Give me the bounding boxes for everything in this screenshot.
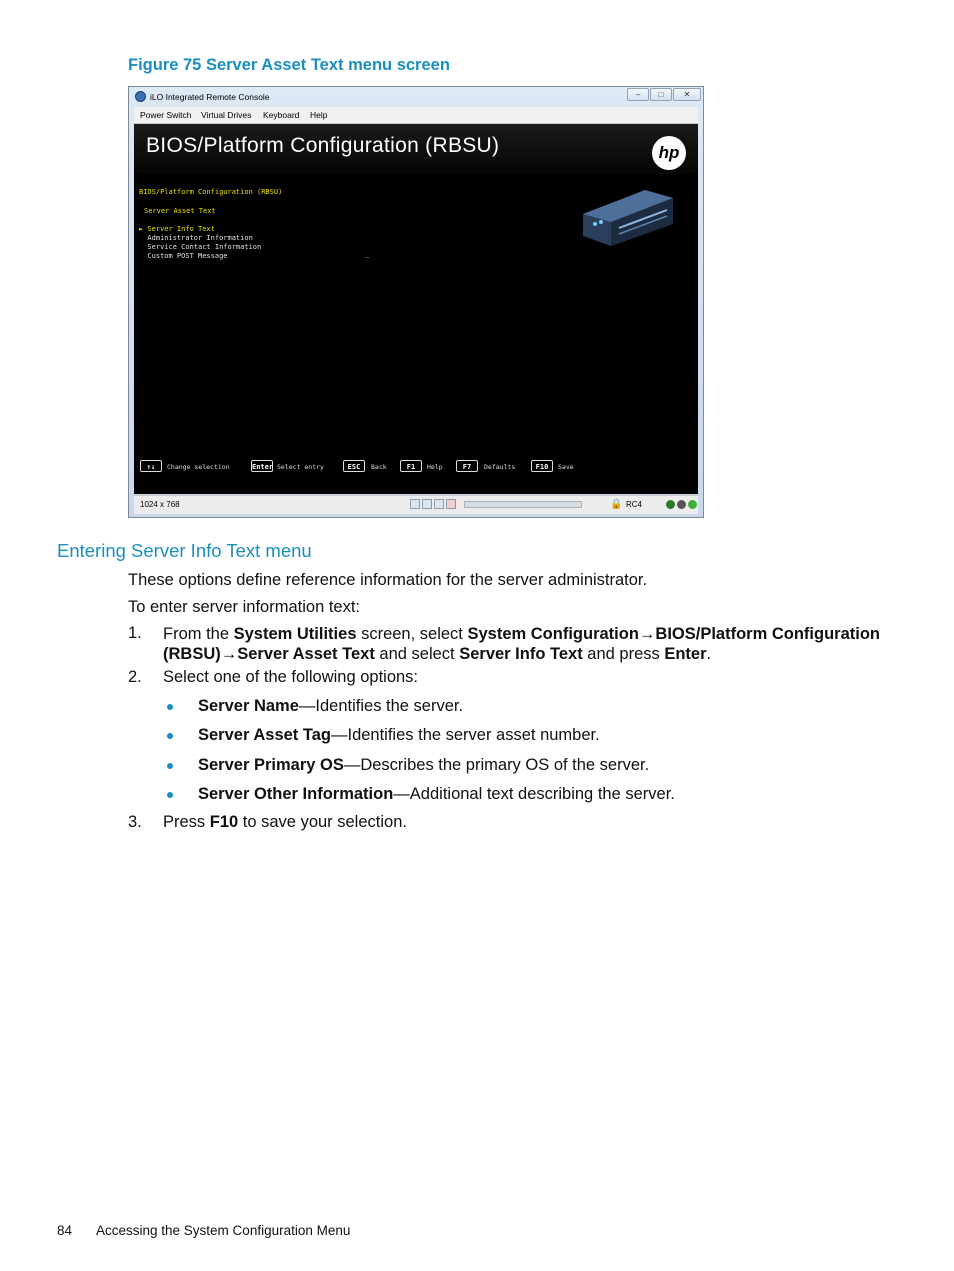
key-f7-label: Defaults: [484, 463, 516, 471]
key-f1-label: Help: [427, 463, 443, 471]
figure-caption: Figure 75 Server Asset Text menu screen: [128, 56, 450, 74]
hp-logo: hp: [652, 136, 686, 170]
status-led-lightgreen-icon: [688, 500, 697, 509]
step-3-number: 3.: [128, 813, 142, 831]
playback-progress-track[interactable]: [464, 501, 582, 508]
menu-power-switch[interactable]: Power Switch: [140, 110, 192, 120]
footer-title: Accessing the System Configuration Menu: [96, 1223, 351, 1238]
playback-pause-icon[interactable]: [422, 499, 432, 509]
step-3-text: Press F10 to save your selection.: [163, 813, 407, 831]
playback-rewind-icon[interactable]: [410, 499, 420, 509]
bios-menu-item-service-contact-information[interactable]: Service Contact Information: [139, 243, 262, 251]
key-f10: F10: [531, 460, 553, 472]
status-encryption: RC4: [626, 500, 643, 509]
server-illustration: [575, 184, 675, 246]
option-server-other-information: Server Other Information—Additional text describing the server.: [198, 785, 675, 803]
status-led-green-icon: [666, 500, 675, 509]
step-2-text: Select one of the following options:: [163, 668, 419, 686]
bios-screen: [134, 124, 698, 494]
status-resolution: 1024 x 768: [140, 500, 180, 509]
bios-cursor: _: [365, 250, 370, 258]
bios-header: [134, 124, 698, 174]
step-1-text: From the System Utilities screen, select System Configuration→BIOS/Platform Configuration (RBSU)→Server Asset Text and select Server Info Text and press Enter.: [163, 625, 880, 663]
playback-play-icon[interactable]: [434, 499, 444, 509]
bullet-icon: [167, 792, 173, 798]
bios-menu-item-server-info-text[interactable]: ► Server Info Text: [139, 225, 215, 233]
ilo-app-icon: [135, 91, 146, 102]
close-icon[interactable]: ✕: [673, 88, 701, 101]
lead-paragraph: To enter server information text:: [128, 598, 361, 616]
option-server-primary-os: Server Primary OS—Describes the primary OS of the server.: [198, 756, 650, 774]
key-esc-label: Back: [371, 463, 387, 471]
bullet-icon: [167, 763, 173, 769]
key-enter: Enter: [251, 460, 273, 472]
console-menubar: [134, 107, 698, 124]
menu-help[interactable]: Help: [310, 110, 328, 120]
maximize-icon[interactable]: □: [650, 88, 672, 101]
menu-keyboard[interactable]: Keyboard: [263, 110, 300, 120]
remote-console-window: [128, 86, 704, 518]
key-f7: F7: [456, 460, 478, 472]
step-1-number: 1.: [128, 624, 142, 642]
window-titlebar: [129, 87, 703, 107]
bullet-icon: [167, 733, 173, 739]
status-led-gray-icon: [677, 500, 686, 509]
key-f1: F1: [400, 460, 422, 472]
option-server-asset-tag: Server Asset Tag—Identifies the server asset number.: [198, 726, 600, 744]
playback-record-icon[interactable]: [446, 499, 456, 509]
key-esc: ESC: [343, 460, 365, 472]
footer-page-number: 84: [57, 1223, 73, 1238]
minimize-icon[interactable]: –: [627, 88, 649, 101]
key-arrows-label: Change selection: [167, 463, 230, 471]
console-statusbar: [134, 495, 698, 514]
lock-icon: 🔒: [610, 499, 623, 510]
bios-menu-item-administrator-information[interactable]: Administrator Information: [139, 234, 253, 242]
menu-virtual-drives[interactable]: Virtual Drives: [201, 110, 252, 120]
bios-menu-item-custom-post-message[interactable]: Custom POST Message: [139, 252, 228, 260]
section-heading: Entering Server Info Text menu: [57, 540, 312, 561]
key-f10-label: Save: [558, 463, 574, 471]
intro-paragraph: These options define reference information for the server administrator.: [128, 571, 648, 589]
bios-submenu-title: Server Asset Text: [144, 207, 216, 215]
bios-breadcrumb: BIOS/Platform Configuration (RBSU): [139, 188, 283, 196]
key-arrows: ↑↓: [140, 460, 162, 472]
bios-header-title: BIOS/Platform Configuration (RBSU): [146, 134, 500, 157]
step-2-number: 2.: [128, 668, 142, 686]
window-title: iLO Integrated Remote Console: [150, 92, 270, 102]
option-server-name: Server Name—Identifies the server.: [198, 697, 464, 715]
key-enter-label: Select entry: [277, 463, 324, 471]
bullet-icon: [167, 704, 173, 710]
